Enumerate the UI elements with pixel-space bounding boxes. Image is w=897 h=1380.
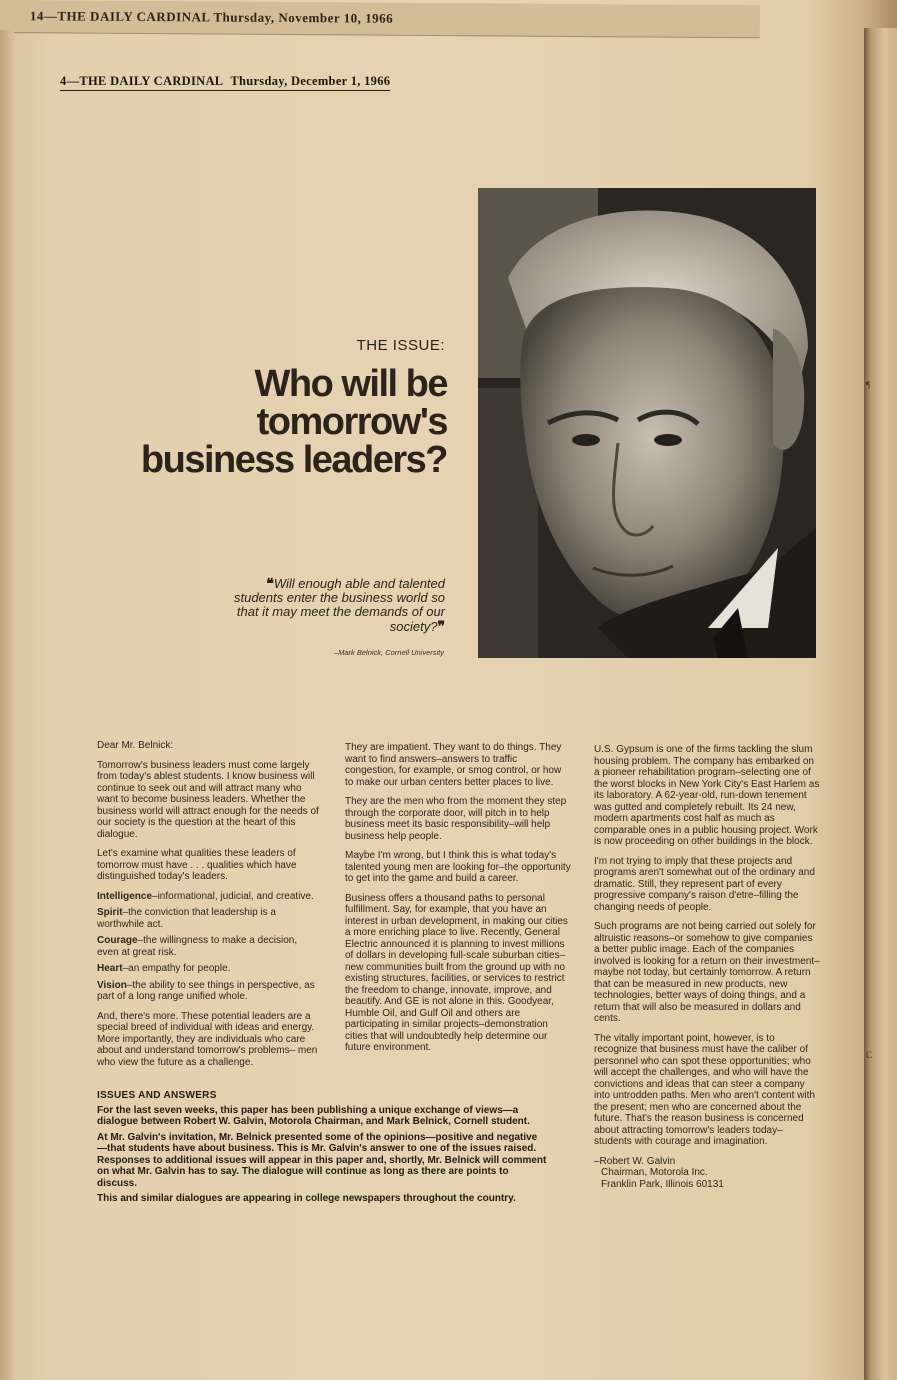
signature-name: –Robert W. Galvin [594, 1155, 676, 1167]
page-number: 4 [60, 74, 67, 88]
quote-attribution: –Mark Belnick, Cornell University [333, 648, 444, 657]
close-quote-mark: ❞ [437, 618, 445, 634]
paragraph: U.S. Gypsum is one of the firms tackling the slum housing problem. The company has embarked on a pioneer rehabilitation program–selecting one of the worst blocks in New York City's East Harlem as its laboratory. A 62-year-old, run-down tenement was gutted and completely rebuilt. Its 24 new, modern apartments cost half as much as comparable ones in a public housing project. Work is now proceeding on other buildings in the block. [594, 744, 820, 847]
issue-label: THE ISSUE: [356, 337, 445, 354]
quality-definition: –the ability to see things in perspective, as part of a long range unified whole. [97, 979, 315, 1002]
letter-column-2 [345, 742, 571, 1062]
previous-page-strip [0, 0, 760, 38]
paragraph: Such programs are not being carried out solely for altruistic reasons–or somehow to give companies a better public image. Each of the companies involved is looking for a return on their investment–maybe not today, but certainly tomorrow. A return that can be measured in new products, new technologies, better ways of doing things, and a return that will also be measured in dollars and cents. [594, 921, 820, 1024]
quality-item [97, 980, 321, 1003]
quality-definition: –the conviction that leadership is a worthwhile act. [97, 907, 276, 930]
headline [120, 365, 447, 479]
headline-line: Who will be [254, 363, 447, 405]
pull-quote [230, 576, 445, 634]
issues-paragraph: This and similar dialogues are appearing in college newspapers throughout the country. [97, 1193, 516, 1204]
portrait-illustration [478, 188, 816, 658]
paragraph: The vitally important point, however, is to recognize that business must have the caliber of personnel who can spot these opportunities; who will accept the challenges, and who will have the convictions and ideas that can steer a company into untrodden paths. Men who aren't content with the present; men who are concerned about the future. That's the reason business is concerned about attracting tomorrow's leaders today–students with courage and imagination. [594, 1032, 815, 1147]
letter-column-1 [97, 740, 321, 1076]
paragraph: And, there's more. These potential leaders are a special breed of individual with ideas and energy. More importantly, they are individuals who care about and understand tomorrow's problems– men who view the future as a challenge. [97, 1010, 318, 1068]
quality-term: Vision [97, 979, 127, 991]
signature-block [594, 1156, 820, 1191]
letter-column-3 [594, 744, 820, 1190]
issues-paragraph: For the last seven weeks, this paper has been publishing a unique exchange of views—a dialogue between Robert W. Galvin, Motorola Chairman, and Mark Belnick, Cornell student. [97, 1104, 530, 1127]
quality-definition: –informational, judicial, and creative. [152, 890, 314, 902]
paragraph: I'm not trying to imply that these projects and programs aren't somewhat out of the ordinary and dramatic. Still, they represent part of every progressive company's raison d'etre–filling the changing needs of people. [594, 855, 815, 913]
quality-definition: –an empathy for people. [122, 963, 231, 974]
edge-fragment: C [866, 1050, 873, 1060]
paragraph: Maybe I'm wrong, but I think this is what today's talented young men are looking for–the opportunity to get into the game and build a career. [345, 850, 571, 884]
open-quote-mark: ❝ [266, 575, 274, 591]
quality-item [97, 935, 321, 958]
newspaper-name: —THE DAILY CARDINAL [66, 74, 224, 88]
paragraph: Let's examine what qualities these leaders of tomorrow must have . . . qualities which have distinguished today's leaders. [97, 848, 297, 882]
previous-page-masthead: 14—THE DAILY CARDINAL Thursday, November 10, 1966 [29, 8, 394, 26]
quality-definition: –the willingness to make a decision, even at great risk. [97, 935, 298, 958]
issues-heading: ISSUES AND ANSWERS [97, 1090, 217, 1101]
paragraph: They are the men who from the moment they step through the corporate door, will pitch in to help business meet its basic responsibility–will help business help people. [345, 796, 567, 842]
paragraph: Business offers a thousand paths to personal fulfillment. Say, for example, that you have an interest in urban development, in making our cities a more enriching place to live. Recently, General Electric announced it is planning to invest millions of dollars in developing full-scale suburban cities–new communities built from the ground up with no existing structures, facilities, or services to restrict the freedom to change, innovate, improve, and beautify. And GE is not alone in this. Goodyear, Humble Oil, and Gulf Oil and others are participating in similar projects–demonstration cities that will undoubtedly help determine our future environment. [345, 892, 568, 1053]
quality-term: Heart [97, 963, 123, 974]
quality-item [97, 891, 321, 903]
issue-date: Thursday, December 1, 1966 [230, 74, 391, 88]
paragraph: Tomorrow's business leaders must come largely from today's ablest students. I know business will continue to seek out and will attract many who want to become business leaders. Whether the business world will attract enough for the needs of our society is the question at the heart of this dialogue. [97, 759, 319, 840]
quality-term: Spirit [97, 907, 123, 918]
signature-address: Franklin Park, Illinois 60131 [601, 1178, 724, 1190]
masthead [60, 74, 390, 91]
portrait-photo [478, 188, 816, 658]
quality-term: Intelligence [97, 890, 153, 902]
quote-text: Will enough able and talented students enter the business world so that it may meet the demands of our society? [233, 576, 445, 634]
quality-item [97, 963, 321, 975]
headline-line: business leaders? [140, 439, 447, 481]
signature-title: Chairman, Motorola Inc. [601, 1167, 708, 1178]
paragraph: They are impatient. They want to do things. They want to find answers–answers to traffic congestion, for example, or smog control, or how to make our urban centers better places to live. [345, 742, 562, 788]
edge-fragment: ¶ [866, 380, 871, 390]
quality-item [97, 907, 321, 930]
quality-term: Courage [97, 935, 138, 946]
headline-line: tomorrow's [256, 401, 447, 443]
issues-and-answers-box [97, 1090, 547, 1209]
left-page-edge [0, 30, 14, 1380]
adjacent-page-edge [864, 28, 897, 1380]
salutation: Dear Mr. Belnick: [97, 740, 174, 751]
issues-paragraph: At Mr. Galvin's invitation, Mr. Belnick presented some of the opinions—positive and negative—that students have about business. This is Mr. Galvin's answer to one of the issues raised. Responses to additional issues will appear in this paper and, shortly, Mr. Belnick will comment on what Mr. Galvin has to say. The dialogue will continue as long as there are points to discuss. [97, 1131, 547, 1189]
